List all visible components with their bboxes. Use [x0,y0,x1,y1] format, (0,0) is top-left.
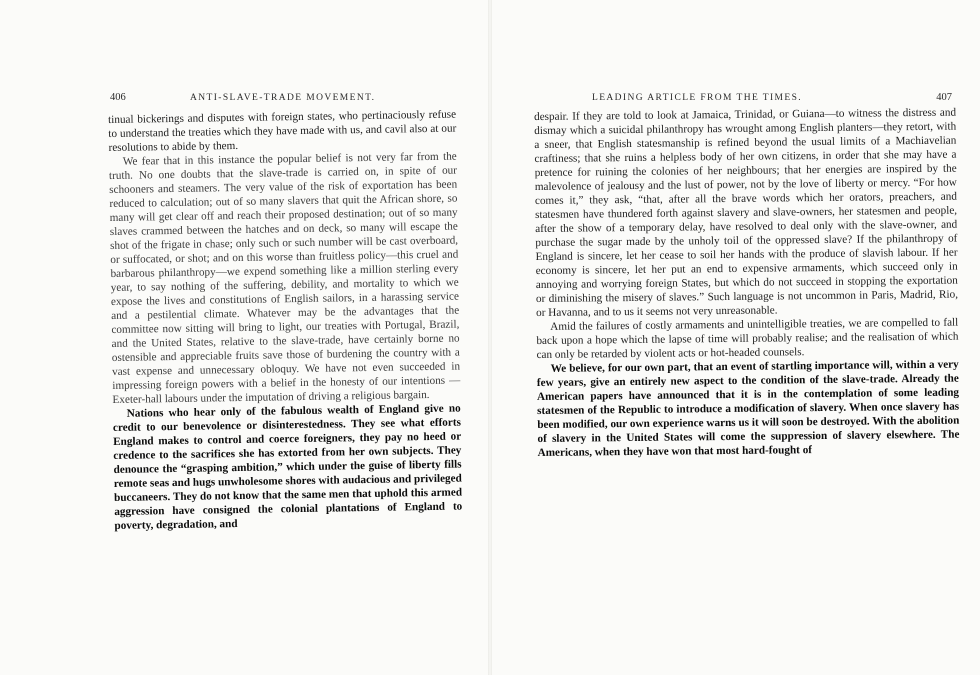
right-page [492,0,980,675]
paragraph: despair. If they are told to look at Jamaica, Trinidad, or Guiana—to witness the distress and dismay which a suicidal philanthropy has wrought among English planters—they retort, with a sneer, that English statesmanship is refined beyond the usual limits of a Machiavelian craftiness; that she ruins a helpless body of her own citizens, in order that she may have a pretence for ruining the colonies of her neighbours; that her energies are inspired by the malevolence of jealousy and the lust of power, not by the love of liberty or mercy. “For how comes it,” they ask, “that, after all the brave words which her orators, preachers, and statesmen have thundered forth against slavery and slave-owners, her statesmen and people, after the show of a temporary delay, have resolved to deal only with the slave-owner, and purchase the sugar made by the unholy toil of the oppressed slave? If the philanthropy of England is sincere, let her cease to soil her hands with the produce of slavish labour. If her economy is sincere, let her put an end to expensive armaments, which succeed only in annoying and worrying foreign States, but which do not succeed in stopping the exportation or diminishing the misery of slaves.” Such language is not uncommon in Paris, Madrid, Rio, or Havanna, and to us it seems not very unreasonable. [534,106,959,319]
left-body-text [108,108,463,533]
paragraph: We fear that in this instance the popular belief is not very far from the truth. No one doubts that the slave-trade is carried on, in spite of our schooners and steamers. The very value of the risk of exportation has been reduced to calculation; out of so many slavers that quit the African shore, so many will get clear off and reach their proposed destination; out of so many slaves crammed between the hatches and on deck, so many will escape the shot of the frigate in chase; only such or such number will be cast overboard, or suffocated, or shot; and on this worse than fruitless policy—this cruel and barbarous philanthropy—we expend something like a million sterling every year, to say nothing of the suffering, debility, and mortality to which we expose the lives and constitutions of English sailors, in a harassing service and a pestilential climate. Whatever may be the advantages that the committee now sitting will bring to light, our treaties with Portugal, Brazil, and the United States, relative to the slave-trade, have certainly borne no ostensible and appreciable fruits save those of burdening the country with a vast expense and unnecessary obloquy. We have not even succeeded in impressing foreign powers with a belief in the honesty of our intentions —Exeter-hall labours under the imputation of driving a religious bargain. [108,150,461,406]
paragraph: We believe, for our own part, that an event of startling importance will, within a very few years, give an entirely new aspect to the condition of the slave-trade. Already the American papers have announced that it is in the contemplation of some leading statesmen of the Republic to introduce a modification of slavery. When once slavery has been modified, our own experience warns us it will soon be destroyed. With the abolition of slavery in the United States will come the suppression of slavery elsewhere. The Americans, when they have won that most hard-fought of [536,358,960,459]
left-page [0,0,488,675]
page-number-right: 407 [936,92,952,103]
right-running-header [532,92,952,106]
paragraph: tinual bickerings and disputes with foreign states, who pertinaciously refuse to understand the treaties which they have made with us, and cavil also at our resolutions to abide by them. [108,108,457,154]
running-head-left: ANTI-SLAVE-TRADE MOVEMENT. [190,93,376,103]
paragraph: Nations who hear only of the fabulous wealth of England give no credit to our benevolence or disinterestedness. They see what efforts England makes to control and coerce foreigners, they pay no heed or credence to the sacrifices she has extorted from her own subjects. They denounce the “grasping ambition,” which under the guise of liberty fills remote seas and hugs unwholesome shores with audacious and privileged buccaneers. They do not know that the same men that uphold this armed aggression have consigned the colonial plantations of England to poverty, degradation, and [112,402,463,532]
right-body-text [534,106,960,460]
paragraph: Amid the failures of costly armaments and unintelligible treaties, we are compelled to fall back upon a hope which the lapse of time will probably realise; and the realisation of which can only be retarded by violent acts or hot-headed counsels. [536,316,959,361]
left-running-header [110,92,460,106]
running-head-right: LEADING ARTICLE FROM THE TIMES. [592,93,803,103]
page-number-left: 406 [110,92,126,103]
